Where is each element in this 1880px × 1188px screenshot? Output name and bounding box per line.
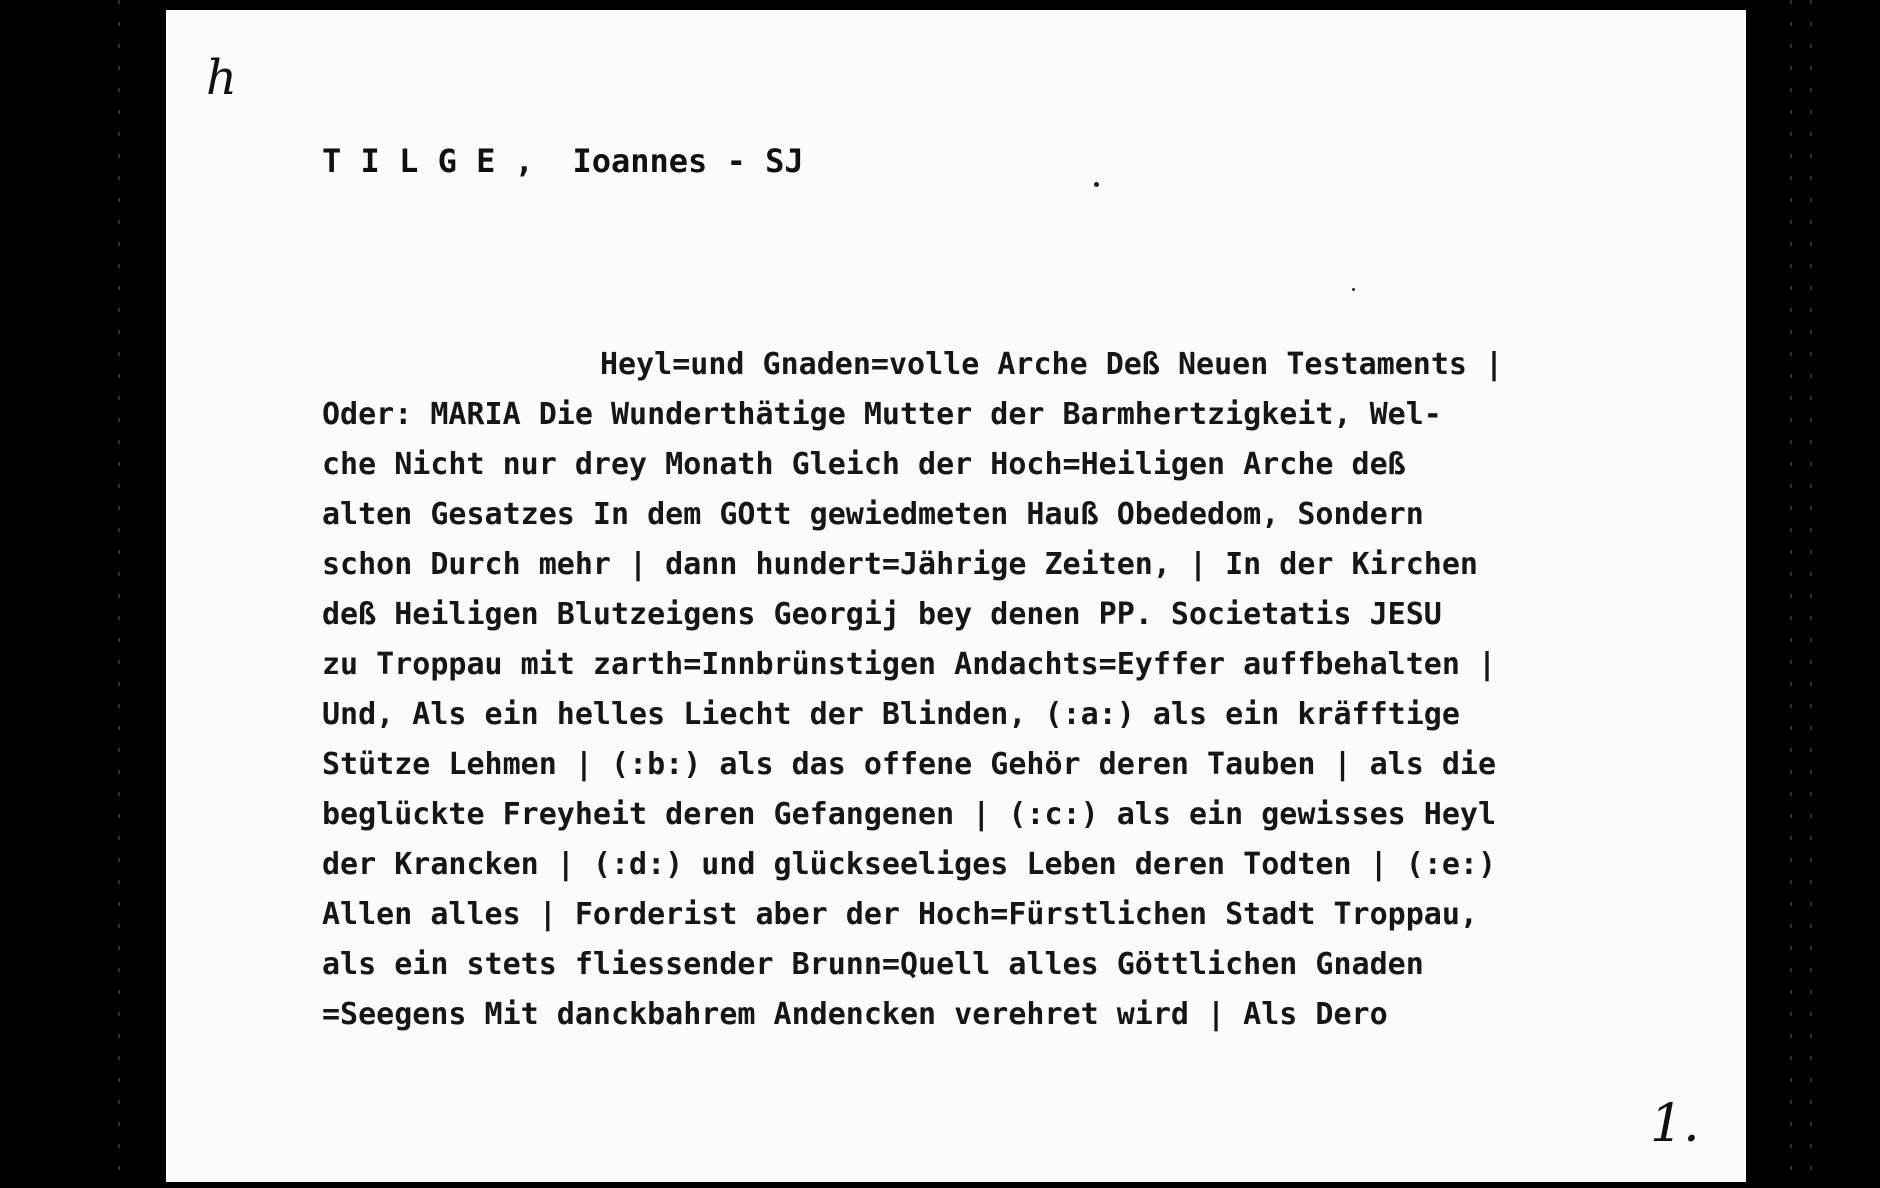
text-line: Stütze Lehmen | (:b:) als das offene Gehör deren Tauben | als die (322, 747, 1496, 782)
text-line: Und, Als ein helles Liecht der Blinden, (:a:) als ein kräfftige (322, 697, 1460, 732)
text-line: als ein stets fliessender Brunn=Quell alles Göttlichen Gnaden (322, 947, 1424, 982)
text-line: zu Troppau mit zarth=Innbrünstigen Andachts=Eyffer auffbehalten | (322, 647, 1496, 682)
card-heading: T I L G E , Ioannes - SJ (322, 142, 804, 180)
corner-mark-bottom: 1. (1650, 1094, 1700, 1154)
text-line: Heyl=und Gnaden=volle Arche Deß Neuen Testaments | (600, 347, 1504, 382)
scan-edge-marks-right-2 (1810, 0, 1812, 1188)
scan-edge-marks-left (118, 0, 120, 1188)
text-line: =Seegens Mit danckbahrem Andencken verehret wird | Als Dero (322, 997, 1388, 1032)
card-body-text (322, 340, 1622, 1040)
text-line: che Nicht nur drey Monath Gleich der Hoch=Heiligen Arche deß (322, 447, 1406, 482)
text-line: beglückte Freyheit deren Gefangenen | (:c:) als ein gewisses Heyl (322, 797, 1496, 832)
ink-speck (1352, 288, 1355, 291)
text-line: Oder: MARIA Die Wunderthätige Mutter der Barmhertzigkeit, Wel- (322, 397, 1442, 432)
text-line: schon Durch mehr | dann hundert=Jährige Zeiten, | In der Kirchen (322, 547, 1478, 582)
scan-edge-marks-right (1790, 0, 1792, 1188)
text-line: deß Heiligen Blutzeigens Georgij bey denen PP. Societatis JESU (322, 597, 1442, 632)
catalog-card (166, 10, 1746, 1182)
text-line: der Krancken | (:d:) und glückseeliges Leben deren Todten | (:e:) (322, 847, 1496, 882)
text-line: alten Gesatzes In dem GOtt gewiedmeten Hauß Obededom, Sondern (322, 497, 1424, 532)
text-line: Allen alles | Forderist aber der Hoch=Fürstlichen Stadt Troppau, (322, 897, 1478, 932)
ink-speck (1094, 182, 1099, 187)
corner-mark-top: h (206, 50, 237, 106)
